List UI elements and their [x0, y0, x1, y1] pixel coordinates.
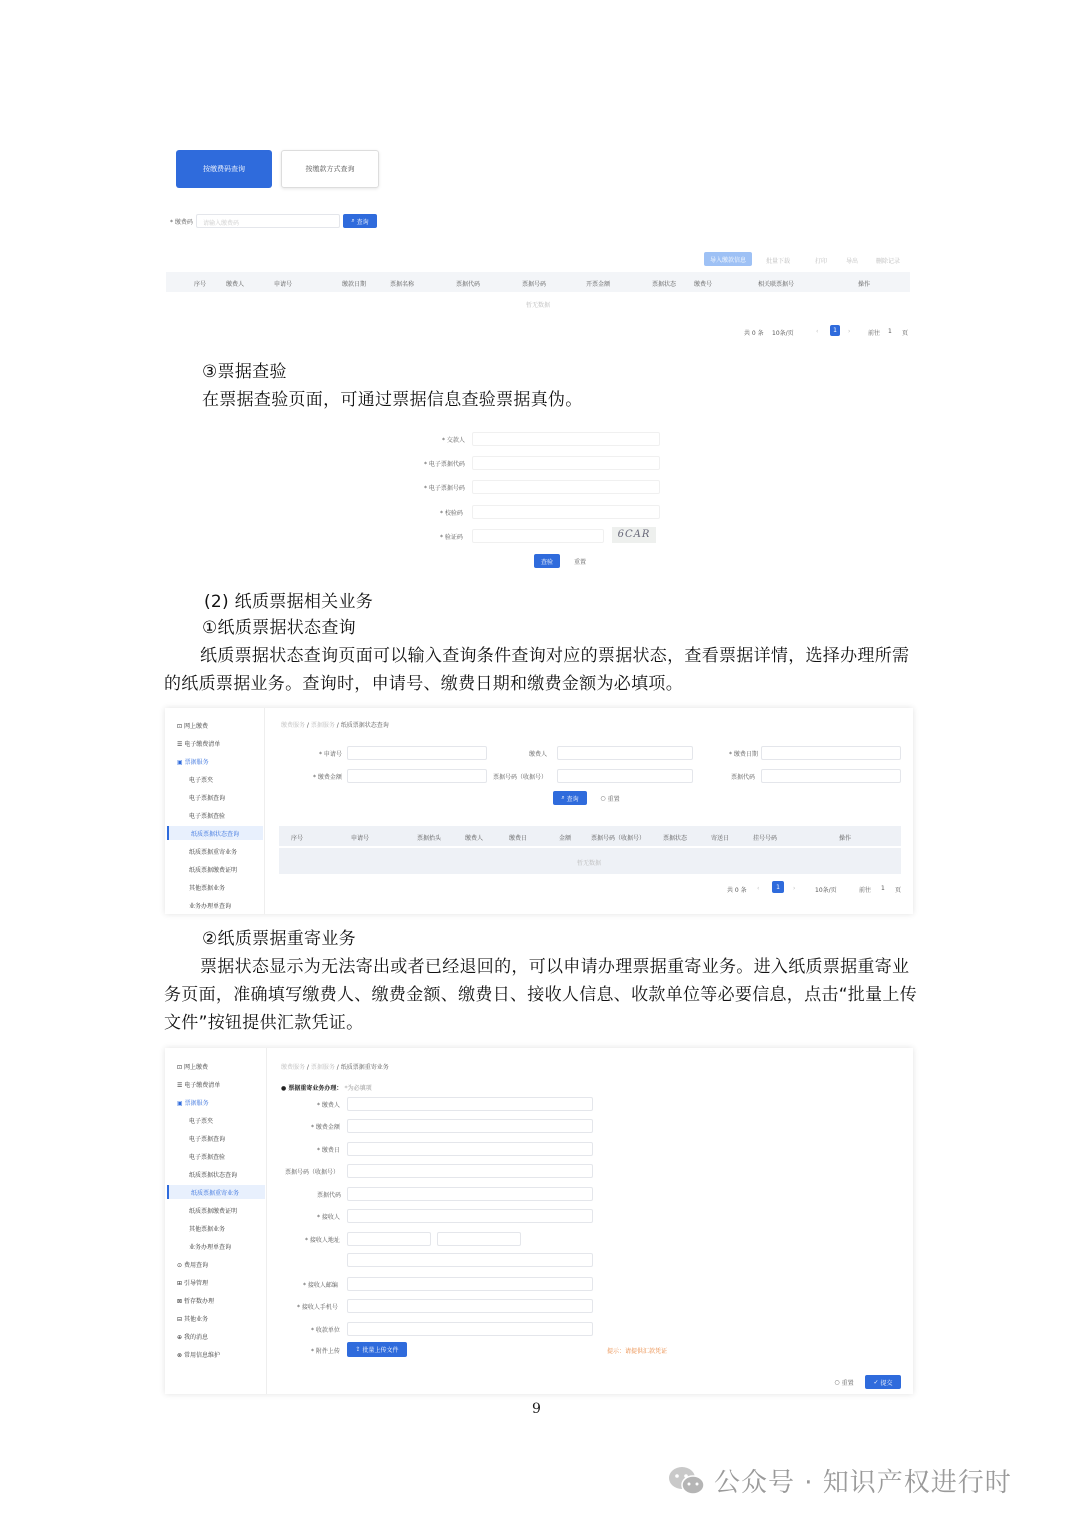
- breadcrumb: 缴费服务 / 票据服务 / 纸质票据重寄业务: [281, 1064, 389, 1071]
- col-header: 申请号: [274, 281, 293, 288]
- heading-paper-bill: (2) 纸质票据相关业务: [204, 592, 374, 612]
- text-paper-bill-resend: 票据状态显示为无法寄出或者已经退回的，可以申请办理票据重寄业务。进入纸质票据重寄业务页面，准确填写缴费人、缴费金额、缴费日、接收人信息、收款单位等必要信息，点击“批量上传文件”按钮提供汇款凭证。: [164, 957, 918, 1033]
- sidebar-item-paper-resend[interactable]: 纸质票据重寄业务: [189, 849, 238, 856]
- heading-bill-verification: ③票据查验: [202, 362, 287, 382]
- sidebar-item-messages[interactable]: ⊕ 我的消息: [177, 1334, 208, 1341]
- attachment-label: * 附件上传: [311, 1348, 340, 1355]
- results-table-header: [166, 272, 910, 292]
- bill-no-label: 票据号码（收据号）: [493, 774, 548, 781]
- ebill-code-input[interactable]: [472, 456, 660, 470]
- col-header: 票据状态: [663, 835, 688, 842]
- sidebar-item-paper-resend[interactable]: 纸质票据重寄业务: [167, 1185, 265, 1199]
- sidebar-item-fee-query[interactable]: ⊙ 费用查询: [177, 1262, 208, 1269]
- sidebar-item-other-bill[interactable]: 其他票据业务: [189, 885, 226, 892]
- sidebar-item-online-payment[interactable]: ⊡ 网上缴费: [177, 1064, 208, 1071]
- sidebar-item-ebill-wallet[interactable]: 电子票夹: [189, 777, 214, 784]
- pager-unit: 页: [902, 330, 909, 337]
- screenshot-paper-bill-status: [165, 708, 913, 914]
- sidebar-item-bill-service[interactable]: ▣ 票据服务: [177, 1100, 209, 1107]
- sidebar-item-ebill-wallet[interactable]: 电子票夹: [189, 1118, 214, 1125]
- query-button[interactable]: ⌕ 查询: [553, 791, 587, 805]
- print-button[interactable]: 打印: [815, 258, 828, 265]
- bill-no-input[interactable]: [347, 1164, 593, 1178]
- pager-current-page[interactable]: 1: [830, 325, 840, 336]
- ebill-number-label: * 电子票据号码: [424, 485, 465, 492]
- amount-input[interactable]: [347, 1119, 593, 1133]
- sidebar-item-online-payment[interactable]: ⊡ 网上缴费: [177, 723, 208, 730]
- pager-current-page[interactable]: 1: [772, 881, 784, 893]
- pager-goto-label: 前往: [868, 330, 881, 337]
- check-code-label: * 校验码: [440, 510, 463, 517]
- payer-input[interactable]: [557, 746, 693, 760]
- batch-upload-button[interactable]: ⇪ 批量上传文件: [347, 1342, 407, 1357]
- sidebar-item-paper-status[interactable]: 纸质票据状态查询: [189, 1172, 238, 1179]
- pager-size-select[interactable]: 10条/页: [772, 330, 794, 337]
- bill-code-label: 票据代码: [317, 1192, 342, 1199]
- col-header: 票据代码: [456, 281, 481, 288]
- pager-next-icon[interactable]: ›: [793, 885, 796, 892]
- sidebar-item-order-query[interactable]: 业务办理单查询: [189, 1244, 232, 1251]
- pager-goto-input[interactable]: 1: [888, 328, 892, 335]
- screenshot-bill-verification: [300, 424, 720, 576]
- pager-total: 共 0 条: [744, 330, 764, 337]
- sidebar-item-payment-list[interactable]: ☰ 电子缴费清单: [177, 741, 221, 748]
- check-code-input[interactable]: [472, 505, 660, 519]
- sidebar-item-ebill-query[interactable]: 电子票据查询: [189, 1136, 226, 1143]
- pager-next-icon[interactable]: ›: [848, 328, 851, 335]
- captcha-label: * 验证码: [440, 534, 463, 541]
- payer-input[interactable]: [347, 1097, 593, 1111]
- pager-prev-icon[interactable]: ‹: [757, 885, 760, 892]
- page-number: 9: [532, 1401, 541, 1417]
- pager-unit: 页: [895, 887, 902, 894]
- col-header: 票据抬头: [417, 835, 442, 842]
- city-select[interactable]: [437, 1232, 521, 1246]
- watermark-text: 公众号 · 知识产权进行时: [714, 1468, 1012, 1498]
- sidebar-item-other-bill[interactable]: 其他票据业务: [189, 1226, 226, 1233]
- form-reset-button[interactable]: ○ 重置: [834, 1378, 854, 1387]
- reset-button[interactable]: 重置: [573, 558, 586, 566]
- pager-size-select[interactable]: 10条/页: [815, 887, 837, 894]
- captcha-image[interactable]: 6CAR: [612, 527, 656, 543]
- pay-date-input[interactable]: [761, 746, 901, 760]
- sidebar-item-ebill-verify[interactable]: 电子票据查验: [189, 1154, 226, 1161]
- sidebar-item-ebill-verify[interactable]: 电子票据查验: [189, 813, 226, 820]
- pager-prev-icon[interactable]: ‹: [816, 328, 819, 335]
- bill-code-input[interactable]: [761, 769, 901, 783]
- text-bill-verification: 在票据查验页面，可通过票据信息查验票据真伪。: [202, 390, 583, 410]
- bill-no-label: 票据号码（收据号）: [285, 1169, 340, 1176]
- tab-payment-method-query[interactable]: 按缴款方式查询: [281, 150, 379, 188]
- ebill-number-input[interactable]: [472, 480, 660, 494]
- upload-hint: 提示：请提供汇款凭证: [607, 1348, 668, 1355]
- pager-total: 共 0 条: [727, 887, 747, 894]
- form-section-title: ● 票据重寄业务办理： *为必填项: [281, 1085, 372, 1092]
- pager-goto-label: 前往: [859, 887, 872, 894]
- apply-no-input[interactable]: [347, 746, 487, 760]
- fee-code-query-button[interactable]: ⌕ 查询: [343, 214, 377, 228]
- export-button[interactable]: 导出: [846, 258, 859, 265]
- fee-code-label: * 缴费码: [170, 219, 193, 226]
- sidebar: [165, 708, 265, 914]
- col-header: 缴费日: [509, 835, 528, 842]
- payer-label: * 缴费人: [317, 1102, 340, 1109]
- col-header: 序号: [194, 281, 207, 288]
- bill-code-label: 票据代码: [731, 774, 756, 781]
- col-header: 挂号号码: [753, 835, 778, 842]
- col-header: 缴费人: [465, 835, 484, 842]
- apply-no-label: * 申请号: [319, 751, 342, 758]
- sidebar-item-payment-list[interactable]: ☰ 电子缴费清单: [177, 1082, 221, 1089]
- form-submit-button[interactable]: ✓ 提交: [865, 1375, 901, 1389]
- bill-no-input[interactable]: [557, 769, 693, 783]
- breadcrumb: 缴费服务 / 票据服务 / 纸质票据状态查询: [281, 722, 389, 729]
- pager-goto-input[interactable]: 1: [881, 885, 885, 892]
- phone-input[interactable]: [347, 1299, 593, 1313]
- postcode-input[interactable]: [347, 1277, 593, 1291]
- receiver-input[interactable]: [347, 1209, 593, 1223]
- col-header: 寄送日: [711, 835, 730, 842]
- results-table-header: [279, 826, 901, 846]
- wechat-icon: [668, 1465, 706, 1497]
- sidebar-item-ebill-query[interactable]: 电子票据查询: [189, 795, 226, 802]
- col-header: 票据号码（收据号）: [591, 835, 646, 842]
- pay-date-label: * 缴费日期: [729, 751, 758, 758]
- sidebar-item-order-query[interactable]: 业务办理单查询: [189, 903, 232, 910]
- ebill-code-label: * 电子票据代码: [424, 461, 465, 468]
- sidebar-item-guide[interactable]: ⊞ 引导管理: [177, 1280, 208, 1287]
- empty-row: [279, 848, 901, 874]
- col-header: 缴费人: [226, 281, 245, 288]
- fee-code-input[interactable]: 请输入缴费码: [196, 214, 340, 228]
- receiver-address-label: * 接收人地址: [305, 1237, 340, 1244]
- sidebar: [165, 1048, 267, 1394]
- payer-input[interactable]: [472, 432, 660, 446]
- sidebar-item-info-maintain[interactable]: ⊗ 常用信息维护: [177, 1352, 220, 1359]
- col-header: 相关联票据号: [758, 281, 795, 288]
- col-header: 申请号: [351, 835, 370, 842]
- col-header: 操作: [858, 281, 871, 288]
- import-payment-button[interactable]: 导入缴款信息: [704, 252, 752, 266]
- batch-download-button[interactable]: 批量下载: [766, 258, 791, 265]
- col-header: 操作: [839, 835, 852, 842]
- phone-label: * 接收人手机号: [297, 1304, 338, 1311]
- address-detail-input[interactable]: [347, 1253, 593, 1267]
- col-header: 票据名称: [390, 281, 415, 288]
- col-header: 票据号码: [522, 281, 547, 288]
- tab-fee-code-query[interactable]: 按缴费码查询: [176, 150, 272, 188]
- pay-date-input[interactable]: [347, 1142, 593, 1156]
- amount-label: * 缴费金额: [313, 774, 342, 781]
- payer-label: 缴费人: [529, 751, 548, 758]
- col-header: 开票金额: [586, 281, 611, 288]
- text-paper-bill-status: 纸质票据状态查询页面可以输入查询条件查询对应的票据状态，查看票据详情，选择办理所需的纸质票据业务。查询时，申请号、缴费日期和缴费金额为必填项。: [164, 646, 910, 694]
- reset-button[interactable]: ○ 重置: [600, 794, 620, 803]
- col-header: 缴款日期: [342, 281, 367, 288]
- payer-label: * 交款人: [442, 437, 465, 444]
- heading-paper-bill-status: ①纸质票据状态查询: [202, 618, 356, 638]
- col-header: 序号: [291, 835, 304, 842]
- bill-code-input[interactable]: [347, 1187, 593, 1201]
- postcode-label: * 接收人邮编: [303, 1282, 338, 1289]
- receiver-label: * 接收人: [317, 1214, 340, 1221]
- sidebar-item-paper-proof[interactable]: 纸质票据缴费证明: [189, 867, 238, 874]
- col-header: 票据状态: [652, 281, 677, 288]
- empty-state: 暂无数据: [577, 860, 602, 867]
- sidebar-item-paper-proof[interactable]: 纸质票据缴费证明: [189, 1208, 238, 1215]
- delete-record-button[interactable]: 删除记录: [876, 258, 901, 265]
- payee-label: * 收款单位: [311, 1327, 340, 1334]
- col-header: 金额: [559, 835, 572, 842]
- col-header: 缴费号: [694, 281, 713, 288]
- amount-label: * 缴费金额: [311, 1124, 340, 1131]
- payee-select[interactable]: [347, 1322, 593, 1336]
- amount-input[interactable]: [347, 769, 487, 783]
- screenshot-paper-bill-resend: [165, 1048, 913, 1394]
- verify-button[interactable]: 查验: [534, 554, 560, 568]
- empty-state: 暂无数据: [526, 302, 551, 309]
- pay-date-label: * 缴费日: [317, 1147, 340, 1154]
- sidebar-item-other-business[interactable]: ⊟ 其他业务: [177, 1316, 208, 1323]
- captcha-input[interactable]: [472, 529, 604, 543]
- watermark: [668, 1462, 1012, 1499]
- screenshot-fee-code-query: [166, 140, 910, 348]
- sidebar-item-draft[interactable]: ⊠ 暂存数办理: [177, 1298, 214, 1305]
- province-select[interactable]: [347, 1232, 431, 1246]
- heading-paper-bill-resend: ②纸质票据重寄业务: [202, 929, 356, 949]
- sidebar-item-bill-service[interactable]: ▣ 票据服务: [177, 759, 209, 766]
- sidebar-item-paper-status[interactable]: 纸质票据状态查询: [167, 826, 263, 840]
